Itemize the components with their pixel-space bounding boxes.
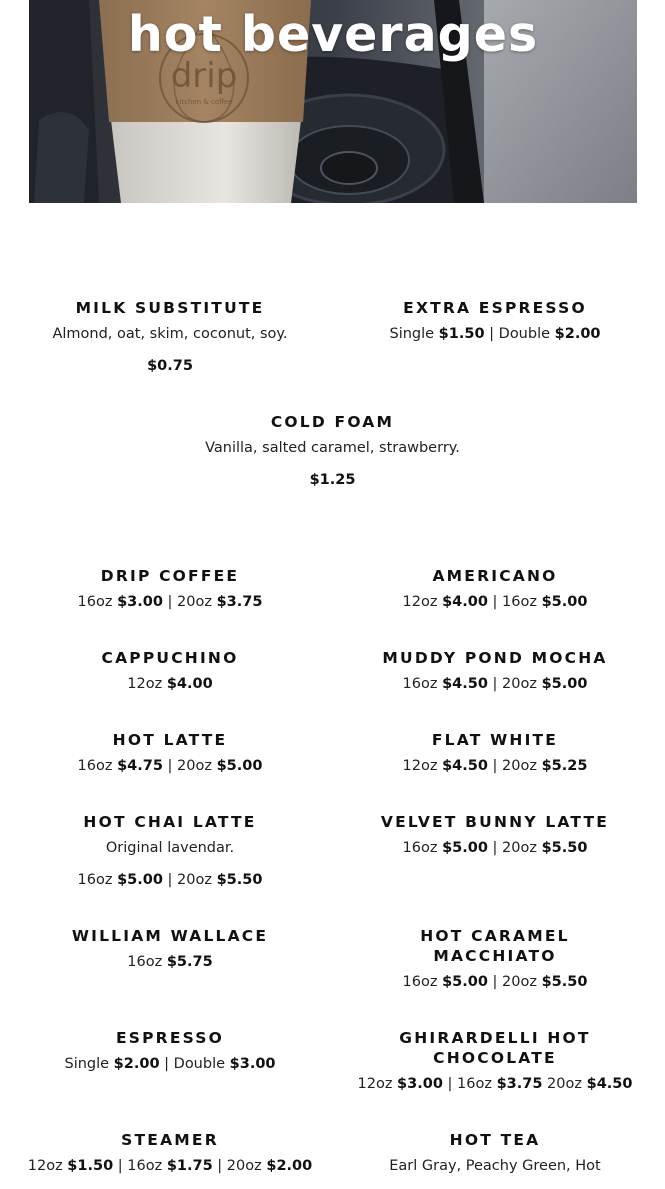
size-label: | Double: [484, 326, 555, 342]
item-price: $3.75: [496, 1076, 543, 1092]
cup-logo-text: drip: [170, 56, 238, 96]
menu-item-cold-foam: [100, 412, 565, 490]
item-name-line2: CHOCOLATE: [433, 1049, 557, 1067]
item-name: AMERICANO: [432, 567, 558, 585]
menu-item-velvet-bunny-latte: [335, 812, 655, 858]
size-label: 12oz: [357, 1076, 398, 1092]
item-price: $5.00: [541, 676, 588, 692]
item-price: $1.75: [166, 1158, 213, 1174]
item-description: Almond, oat, skim, coconut, soy.: [52, 326, 288, 342]
item-name-line1: GHIRARDELLI HOT: [399, 1029, 591, 1047]
size-label: | 20oz: [162, 872, 217, 888]
item-name: FLAT WHITE: [431, 731, 559, 749]
item-prices: [10, 674, 330, 694]
menu-item-hot-tea: [335, 1130, 655, 1176]
item-description: Original lavendar.: [105, 840, 235, 856]
item-name: HOT CHAI LATTE: [83, 813, 257, 831]
menu-item-hot-caramel-macchiato: [335, 926, 655, 992]
item-prices: [315, 1074, 665, 1094]
item-name: EXTRA ESPRESSO: [403, 299, 587, 317]
item-price: $1.50: [67, 1158, 114, 1174]
item-price: $5.00: [216, 758, 263, 774]
menu-item-americano: [335, 566, 655, 612]
item-prices: [335, 592, 655, 612]
size-label: 16oz: [402, 974, 443, 990]
item-prices: [10, 870, 330, 890]
item-price: $5.00: [117, 872, 163, 888]
item-price: $3.00: [397, 1076, 443, 1092]
item-price: $4.50: [442, 758, 488, 774]
item-price: $4.00: [166, 676, 213, 692]
item-prices: [335, 838, 655, 858]
size-label: 16oz: [402, 840, 443, 856]
item-prices: [335, 756, 655, 776]
item-price: $5.75: [166, 954, 213, 970]
item-price: $5.25: [541, 758, 588, 774]
item-price: $5.50: [541, 974, 588, 990]
item-price: $3.00: [229, 1056, 276, 1072]
item-name: CAPPUCHINO: [101, 649, 239, 667]
item-price: $5.00: [442, 974, 488, 990]
menu-item-muddy-pond-mocha: [335, 648, 655, 694]
size-label: 12oz: [402, 758, 443, 774]
item-name: DRIP COFFEE: [100, 567, 240, 585]
size-label: | 16oz: [487, 594, 542, 610]
size-label: 16oz: [127, 954, 167, 970]
size-label: 12oz: [27, 1158, 68, 1174]
hero-banner: [29, 0, 637, 203]
item-price: $3.75: [216, 594, 263, 610]
item-name: WILLIAM WALLACE: [71, 927, 269, 945]
item-name: ESPRESSO: [115, 1029, 225, 1047]
menu-item-espresso: [10, 1028, 330, 1074]
size-label: 12oz: [402, 594, 443, 610]
size-label: | 20oz: [487, 758, 542, 774]
size-label: | 20oz: [162, 758, 217, 774]
size-label: Single: [64, 1056, 114, 1072]
size-label: | Double: [159, 1056, 230, 1072]
item-name: STEAMER: [121, 1131, 219, 1149]
item-prices: [335, 324, 655, 344]
item-price: $0.75: [147, 358, 193, 374]
item-price: $5.00: [442, 840, 488, 856]
menu-item-flat-white: [335, 730, 655, 776]
item-prices: [10, 592, 330, 612]
item-price: $4.50: [442, 676, 488, 692]
item-price: $5.50: [541, 840, 588, 856]
size-label: 16oz: [402, 676, 443, 692]
size-label: 16oz: [77, 872, 118, 888]
item-name: VELVET BUNNY LATTE: [380, 813, 610, 831]
item-name: HOT LATTE: [112, 731, 228, 749]
menu-item-extra-espresso: [335, 298, 655, 344]
item-price: $5.50: [216, 872, 263, 888]
item-price: $2.00: [554, 326, 601, 342]
item-price: $4.00: [442, 594, 488, 610]
size-label: 16oz: [77, 594, 118, 610]
item-prices: [10, 952, 330, 972]
size-label: | 20oz: [487, 840, 542, 856]
item-prices: [10, 756, 330, 776]
item-prices: [0, 1156, 350, 1176]
size-label: | 20oz: [162, 594, 217, 610]
menu-item-cappuchino: [10, 648, 330, 694]
item-price: $3.00: [117, 594, 163, 610]
size-label: 20oz: [542, 1076, 587, 1092]
menu-item-milk-substitute: [10, 298, 330, 376]
size-label: 16oz: [77, 758, 118, 774]
size-label: | 20oz: [487, 974, 542, 990]
menu-item-hot-chai-latte: [10, 812, 330, 890]
item-prices: [335, 972, 655, 992]
item-name: HOT TEA: [449, 1131, 541, 1149]
item-prices: [335, 674, 655, 694]
menu-item-steamer: [10, 1130, 330, 1176]
item-price: $4.50: [586, 1076, 633, 1092]
page-title: hot beverages: [127, 6, 539, 63]
item-price: $4.75: [117, 758, 163, 774]
size-label: | 20oz: [212, 1158, 267, 1174]
item-price: $2.00: [113, 1056, 160, 1072]
item-price: $2.00: [266, 1158, 313, 1174]
item-description: Vanilla, salted caramel, strawberry.: [205, 440, 460, 456]
item-name: COLD FOAM: [270, 413, 395, 431]
item-price: $5.00: [541, 594, 588, 610]
menu-item-ghirardelli-hot-chocolate: [335, 1028, 655, 1094]
size-label: | 16oz: [113, 1158, 167, 1174]
size-label: 12oz: [127, 676, 167, 692]
item-name: MILK SUBSTITUTE: [75, 299, 265, 317]
size-label: Single: [389, 326, 439, 342]
item-description: Earl Gray, Peachy Green, Hot: [389, 1158, 601, 1174]
menu-item-hot-latte: [10, 730, 330, 776]
item-price: $1.25: [309, 472, 356, 488]
cup-logo-subtext: kitchen & coffee: [175, 98, 233, 106]
menu-item-drip-coffee: [10, 566, 330, 612]
item-name-line2: MACCHIATO: [433, 947, 557, 965]
size-label: | 20oz: [487, 676, 542, 692]
menu-item-william-wallace: [10, 926, 330, 972]
size-label: | 16oz: [442, 1076, 497, 1092]
item-prices: [10, 1054, 330, 1074]
item-name: MUDDY POND MOCHA: [382, 649, 608, 667]
item-price: $1.50: [438, 326, 485, 342]
item-name-line1: HOT CARAMEL: [420, 927, 570, 945]
